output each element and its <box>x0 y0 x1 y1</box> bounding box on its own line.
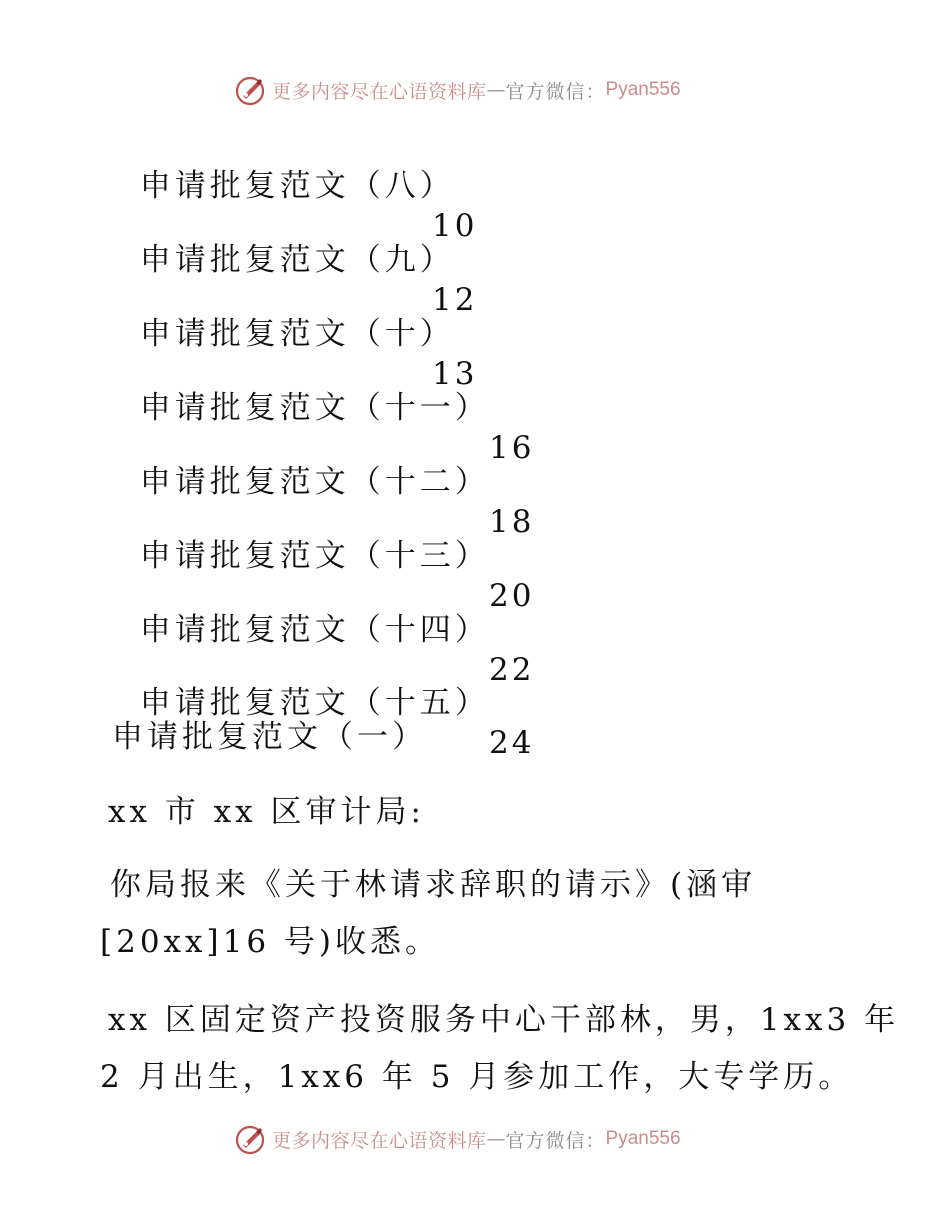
toc-entry-title: 申请批复范文（十三） <box>139 538 490 574</box>
toc-entry-page: 24 <box>489 725 535 761</box>
watermark-wechat-id: Pyan556 <box>605 1128 681 1149</box>
paragraph-2-line-2: 2 月出生，1xx6 年 5 月参加工作，大专学历。 <box>100 1059 854 1095</box>
toc-entry-title: 申请批复范文（十二） <box>139 464 490 500</box>
watermark-dash: — <box>486 79 506 101</box>
paragraph-2-line-1: xx 区固定资产投资服务中心干部林，男，1xx3 年 <box>108 1002 900 1038</box>
toc-entry-page: 13 <box>432 356 478 392</box>
watermark-header <box>234 73 681 107</box>
toc-entry-page: 12 <box>432 282 478 318</box>
watermark-dash: — <box>486 1128 506 1150</box>
toc-entry-title: 申请批复范文（九） <box>139 242 455 278</box>
paragraph-1-line-2: [20xx]16 号)收悉。 <box>100 924 440 960</box>
toc-entry-title: 申请批复范文（十四） <box>139 612 490 648</box>
watermark-brand-text: 更多内容尽在心语资料库 <box>272 80 487 103</box>
addressee: xx 市 xx 区审计局: <box>108 794 425 830</box>
toc-entry-page: 16 <box>489 430 535 466</box>
watermark-footer <box>234 1122 681 1156</box>
watermark-brand-text: 更多内容尽在心语资料库 <box>272 1129 487 1152</box>
toc-entry-page: 18 <box>489 504 535 540</box>
toc-entry-page: 22 <box>489 652 535 688</box>
watermark-label: 官方微信： <box>505 80 606 103</box>
toc-entry-page: 10 <box>432 208 478 244</box>
watermark-label: 官方微信： <box>505 1129 606 1152</box>
paragraph-1-line-1: 你局报来《关于林请求辞职的请示》(涵审 <box>110 867 757 903</box>
toc-entry-title: 申请批复范文（八） <box>139 168 455 204</box>
toc-entry-title: 申请批复范文（十一） <box>139 390 490 426</box>
toc-entry-title: 申请批复范文（十五） <box>139 685 490 721</box>
toc-entry-page: 20 <box>489 578 535 614</box>
toc-entry-title: 申请批复范文（十） <box>139 316 455 352</box>
watermark-wechat-id: Pyan556 <box>605 79 681 100</box>
section-title: 申请批复范文（一） <box>112 719 427 755</box>
pen-logo-icon <box>234 1123 266 1155</box>
pen-logo-icon <box>234 74 266 106</box>
